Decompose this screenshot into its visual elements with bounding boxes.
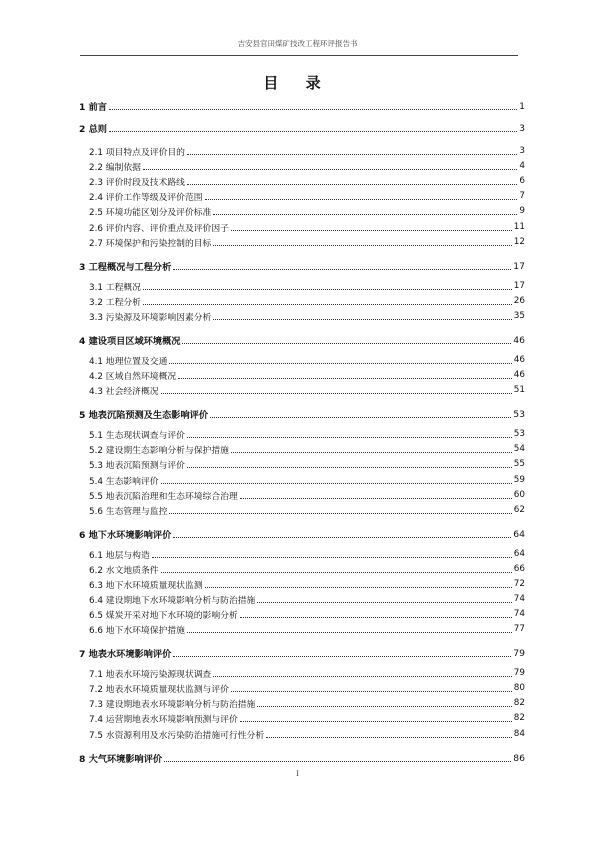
toc-entry-label: 2.5 环境功能区划分及评价标准 — [89, 207, 212, 218]
toc-entry-page: 60 — [513, 490, 525, 500]
toc-section-entry[interactable] — [79, 488, 525, 502]
toc-dot-leader — [143, 303, 512, 305]
toc-entry-page: 12 — [513, 237, 525, 247]
toc-dot-leader — [161, 571, 512, 573]
toc-entry-label: 7 地表水环境影响评价 — [79, 649, 172, 660]
toc-chapter-entry[interactable] — [79, 527, 525, 541]
toc-entry-label: 2.3 评价时段及技术路线 — [89, 177, 185, 188]
toc-section-entry[interactable] — [79, 727, 525, 741]
toc-dot-leader — [205, 198, 518, 200]
toc-entry-page: 51 — [513, 385, 525, 395]
toc-section-entry[interactable] — [79, 279, 525, 293]
toc-entry-label: 6 地下水环境影响评价 — [79, 530, 172, 541]
toc-entry-page: 79 — [513, 668, 525, 678]
toc-section-entry[interactable] — [79, 144, 525, 158]
toc-entry-page: 54 — [513, 444, 525, 454]
toc-dot-leader — [240, 497, 512, 499]
toc-dot-leader — [169, 362, 511, 364]
toc-dot-leader — [266, 736, 512, 738]
toc-entry-page: 1 — [519, 100, 525, 112]
toc-dot-leader — [187, 153, 517, 155]
toc-entry-label: 7.2 地表水环境质量现状监测与评价 — [89, 684, 229, 695]
toc-dot-leader — [143, 168, 517, 170]
toc-chapter-entry[interactable] — [79, 646, 525, 660]
toc-entry-page: 84 — [513, 729, 525, 739]
toc-entry-page: 55 — [513, 459, 525, 469]
toc-entry-label: 2.4 评价工作等级及评价范围 — [89, 192, 203, 203]
page-number: I — [296, 770, 299, 778]
toc-dot-leader — [109, 130, 517, 132]
toc-entry-page: 53 — [513, 429, 525, 439]
toc-entry-label: 8 大气环境影响评价 — [79, 754, 163, 765]
toc-entry-page: 17 — [513, 281, 525, 291]
toc-entry-label: 2.6 评价内容、评价重点及评价因子 — [89, 223, 229, 234]
toc-entry-label: 3.1 工程概况 — [89, 282, 141, 293]
toc-entry-label: 6.1 地层与构造 — [89, 550, 150, 561]
toc-dot-leader — [164, 760, 511, 762]
toc-entry-label: 7.1 地表水环境污染源现状调查 — [89, 669, 212, 680]
toc-dot-leader — [231, 229, 512, 231]
toc-entry-page: 53 — [513, 408, 525, 420]
toc-dot-leader — [187, 466, 512, 468]
toc-entry-label: 2.7 环境保护和污染控制的目标 — [89, 238, 212, 249]
toc-entry-label: 3 工程概况与工程分析 — [79, 262, 172, 273]
toc-entry-label: 5.1 生态现状调查与评价 — [89, 430, 185, 441]
toc-section-entry[interactable] — [79, 457, 525, 471]
toc-dot-leader — [257, 601, 511, 603]
toc-entry-page: 26 — [513, 296, 525, 306]
toc-section-entry[interactable] — [79, 368, 525, 382]
toc-section-entry[interactable] — [79, 189, 525, 203]
toc-section-entry[interactable] — [79, 383, 525, 397]
toc-section-entry[interactable] — [79, 681, 525, 695]
toc-entry-label: 2.1 项目特点及评价目的 — [89, 147, 185, 158]
toc-dot-leader — [213, 244, 511, 246]
toc-entry-page: 82 — [513, 713, 525, 723]
toc-dot-leader — [187, 631, 512, 633]
toc-entry-page: 64 — [513, 528, 525, 540]
toc-entry-page: 17 — [513, 260, 525, 272]
toc-entry-page: 6 — [519, 176, 525, 186]
toc-dot-leader — [173, 268, 511, 270]
toc-section-entry[interactable] — [79, 220, 525, 234]
toc-entry-page: 46 — [513, 334, 525, 346]
toc-entry-page: 82 — [513, 698, 525, 708]
toc-entry-label: 2 总则 — [79, 124, 107, 135]
toc-dot-leader — [187, 183, 517, 185]
toc-entry-label: 4.3 社会经济概况 — [89, 386, 159, 397]
toc-entry-label: 5.5 地表沉陷治理和生态环境综合治理 — [89, 491, 238, 502]
toc-section-entry[interactable] — [79, 666, 525, 680]
toc-chapter-entry[interactable] — [79, 121, 525, 135]
toc-dot-leader — [231, 690, 512, 692]
toc-dot-leader — [240, 720, 512, 722]
toc-section-entry[interactable] — [79, 547, 525, 561]
toc-entry-label: 5 地表沉陷预测及生态影响评价 — [79, 410, 209, 421]
toc-entry-page: 46 — [513, 355, 525, 365]
toc-dot-leader — [210, 416, 511, 418]
toc-entry-page: 86 — [513, 752, 525, 764]
toc-entry-page: 79 — [513, 647, 525, 659]
toc-entry-page: 3 — [519, 146, 525, 156]
toc-entry-label: 5.4 生态影响评价 — [89, 476, 159, 487]
toc-dot-leader — [240, 616, 512, 618]
toc-chapter-entry[interactable] — [79, 407, 525, 421]
toc-chapter-entry[interactable] — [79, 333, 525, 347]
toc-dot-leader — [173, 655, 511, 657]
toc-entry-label: 1 前言 — [79, 102, 107, 113]
toc-section-entry[interactable] — [79, 309, 525, 323]
toc-section-entry[interactable] — [79, 174, 525, 188]
toc-dot-leader — [143, 288, 512, 290]
toc-entry-page: 4 — [519, 161, 525, 171]
toc-entry-page: 77 — [513, 624, 525, 634]
toc-dot-leader — [173, 536, 511, 538]
toc-section-entry[interactable] — [79, 235, 525, 249]
toc-entry-page: 35 — [513, 311, 525, 321]
toc-section-entry[interactable] — [79, 562, 525, 576]
toc-entry-label: 6.5 煤炭开采对地下水环境的影响分析 — [89, 610, 238, 621]
toc-chapter-entry[interactable] — [79, 259, 525, 273]
toc-entry-label: 5.6 生态管理与监控 — [89, 506, 168, 517]
toc-section-entry[interactable] — [79, 622, 525, 636]
toc-entry-label: 5.2 建设期生态影响分析与保护措施 — [89, 445, 229, 456]
toc-section-entry[interactable] — [79, 592, 525, 606]
toc-dot-leader — [161, 392, 512, 394]
toc-dot-leader — [213, 675, 511, 677]
toc-entry-page: 46 — [513, 370, 525, 380]
toc-dot-leader — [182, 342, 511, 344]
toc-dot-leader — [169, 512, 511, 514]
running-header: 吉安县官田煤矿技改工程环评报告书 — [237, 39, 358, 48]
toc-dot-leader — [205, 586, 512, 588]
toc-entry-page: 72 — [513, 579, 525, 589]
toc-section-entry[interactable] — [79, 427, 525, 441]
toc-dot-leader — [109, 108, 517, 110]
toc-entry-page: 7 — [519, 191, 525, 201]
toc-section-entry[interactable] — [79, 204, 525, 218]
toc-entry-label: 6.4 建设期地下水环境影响分析与防治措施 — [89, 595, 256, 606]
toc-entry-page: 3 — [519, 122, 525, 134]
toc-dot-leader — [178, 377, 512, 379]
toc-entry-label: 4.1 地理位置及交通 — [89, 356, 168, 367]
toc-section-entry[interactable] — [79, 711, 525, 725]
toc-entry-page: 64 — [513, 549, 525, 559]
toc-entry-label: 6.2 水文地质条件 — [89, 565, 159, 576]
toc-section-entry[interactable] — [79, 294, 525, 308]
toc-chapter-entry[interactable] — [79, 751, 525, 765]
toc-section-entry[interactable] — [79, 607, 525, 621]
toc-chapter-entry[interactable] — [79, 99, 525, 113]
toc-section-entry[interactable] — [79, 353, 525, 367]
toc-entry-page: 59 — [513, 475, 525, 485]
toc-dot-leader — [231, 451, 512, 453]
toc-entry-label: 6.6 地下水环境保护措施 — [89, 625, 185, 636]
toc-dot-leader — [152, 556, 512, 558]
toc-title: 目 录 — [263, 74, 332, 92]
toc-entry-page: 74 — [513, 594, 525, 604]
toc-dot-leader — [257, 705, 511, 707]
toc-entry-label: 7.4 运营期地表水环境影响预测与评价 — [89, 714, 238, 725]
toc-entry-page: 11 — [513, 222, 525, 232]
header-divider — [80, 55, 518, 56]
toc-entry-label: 4 建设项目区域环境概况 — [79, 336, 181, 347]
toc-entry-label: 3.2 工程分析 — [89, 297, 141, 308]
toc-section-entry[interactable] — [79, 473, 525, 487]
toc-section-entry[interactable] — [79, 159, 525, 173]
toc-dot-leader — [161, 482, 512, 484]
toc-dot-leader — [213, 213, 517, 215]
toc-section-entry[interactable] — [79, 696, 525, 710]
toc-entry-page: 74 — [513, 609, 525, 619]
toc-entry-label: 5.3 地表沉陷预测与评价 — [89, 460, 185, 471]
toc-dot-leader — [187, 436, 512, 438]
toc-entry-label: 4.2 区域自然环境概况 — [89, 371, 177, 382]
toc-entry-page: 80 — [513, 683, 525, 693]
toc-entry-page: 9 — [519, 206, 525, 216]
toc-entry-page: 66 — [513, 564, 525, 574]
toc-entry-label: 6.3 地下水环境质量现状监测 — [89, 580, 203, 591]
toc-entry-label: 3.3 污染源及环境影响因素分析 — [89, 312, 212, 323]
toc-entry-label: 2.2 编制依据 — [89, 162, 141, 173]
toc-entry-label: 7.5 水资源利用及水污染防治措施可行性分析 — [89, 730, 265, 741]
toc-section-entry[interactable] — [79, 442, 525, 456]
toc-dot-leader — [213, 318, 511, 320]
toc-entry-label: 7.3 建设期地表水环境影响分析与防治措施 — [89, 699, 256, 710]
toc-section-entry[interactable] — [79, 503, 525, 517]
toc-section-entry[interactable] — [79, 577, 525, 591]
toc-entry-page: 62 — [513, 505, 525, 515]
